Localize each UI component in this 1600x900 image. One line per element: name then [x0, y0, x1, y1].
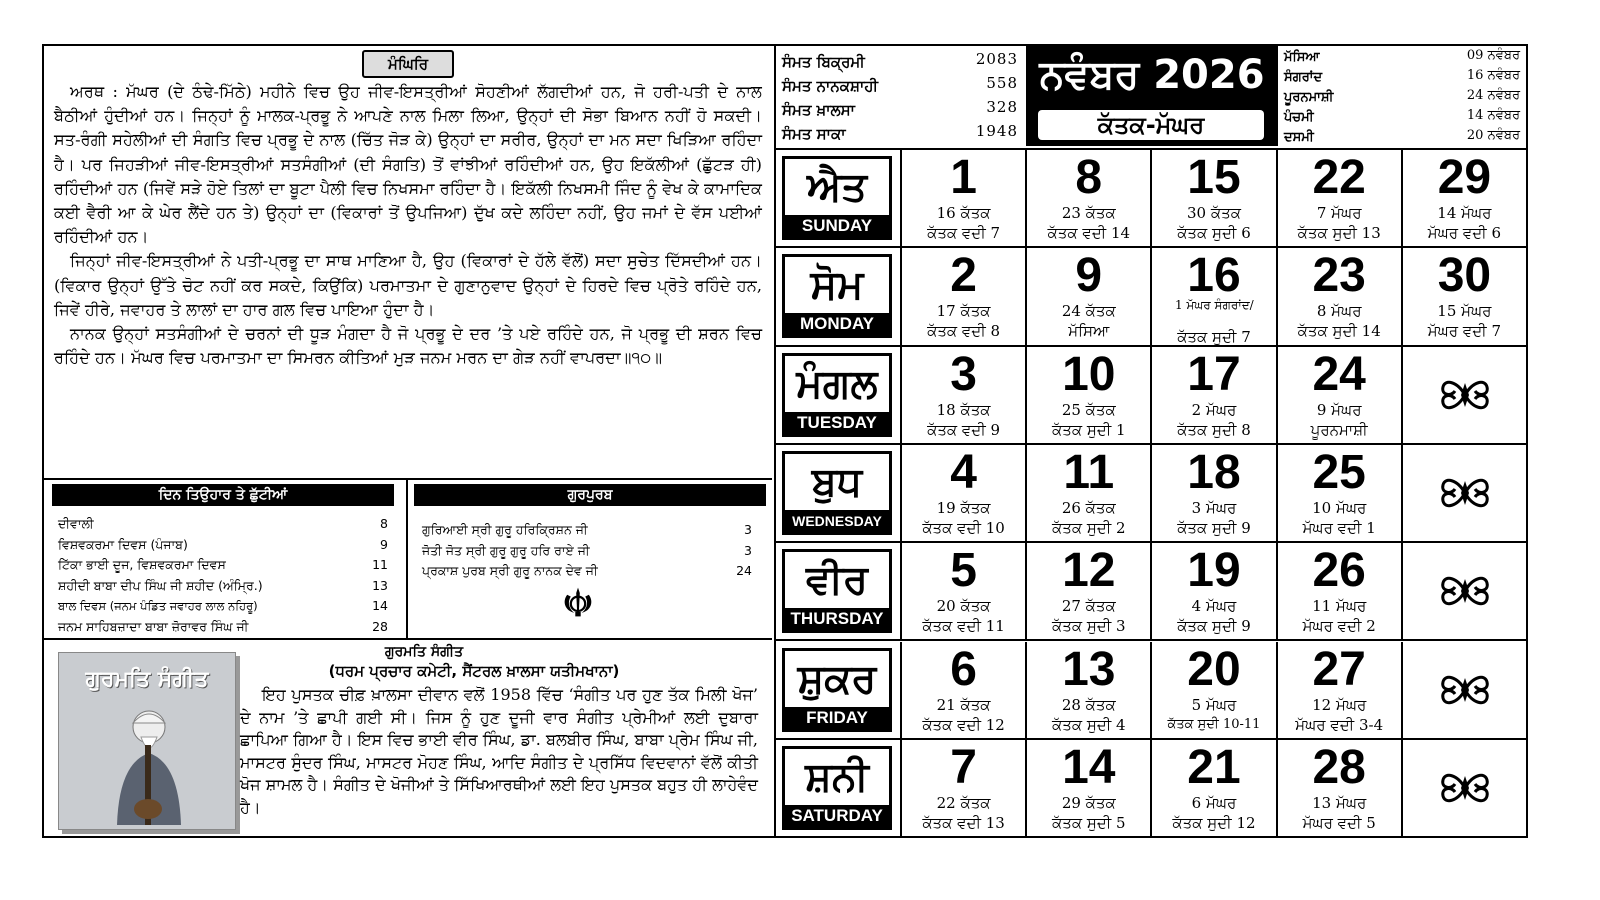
weekday-label-box	[782, 156, 892, 240]
samvat-value: 558	[986, 74, 1018, 92]
event-label: ਸੰਗਰਾਂਦ	[1284, 70, 1323, 85]
weekday-cell	[776, 150, 902, 248]
date-number: 23	[1312, 249, 1366, 303]
tithi: ਕੱਤਕ ਸੁਦੀ 3	[1051, 617, 1126, 636]
gurpurab-row	[422, 541, 762, 562]
month-name: ਨਵੰਬਰ 2026	[1039, 52, 1265, 98]
event-row	[1284, 108, 1520, 128]
date-cell	[1278, 150, 1403, 248]
desi-date: 4 ਮੱਘਰ	[1191, 597, 1237, 616]
weekday-punjabi: ਸ਼ੁਕਰ	[797, 655, 877, 702]
desi-date: 3 ਮੱਘਰ	[1191, 498, 1237, 517]
musician-illustration	[89, 701, 209, 825]
date-cell	[1027, 248, 1152, 346]
samvat-row	[782, 122, 1018, 146]
samvat-value: 328	[986, 98, 1018, 116]
samvat-label: ਸੰਮਤ ਬਿਕ੍ਰਮੀ	[782, 53, 865, 71]
festival-name: ਸ਼ਹੀਦੀ ਬਾਬਾ ਦੀਪ ਸਿੰਘ ਜੀ ਸ਼ਹੀਦ (ਅੰਮ੍ਰਿ.)	[58, 577, 263, 593]
samvat-label: ਸੰਮਤ ਸਾਕਾ	[782, 125, 846, 143]
event-date: 20 ਨਵੰਬਰ	[1466, 128, 1520, 143]
gurpurab-row	[422, 520, 762, 541]
desi-date: 25 ਕੱਤਕ	[1061, 400, 1116, 419]
tithi: ਕੱਤਕ ਸੁਦੀ 14	[1297, 322, 1381, 341]
date-number: 6	[950, 642, 977, 696]
empty-date-cell	[1403, 347, 1528, 445]
weekday-english: MONDAY	[785, 313, 889, 335]
weekday-english: SATURDAY	[785, 805, 889, 827]
date-cell	[1278, 347, 1403, 445]
hukamnama-paragraph: ਅਰਥ : ਮੱਘਰ (ਦੇ ਠੰਢੇ-ਮਿੱਠੇ) ਮਹੀਨੇ ਵਿਚ ਉਹ ਜੀਵ-ਇਸਤ੍ਰੀਆਂ ਸੋਹਣੀਆਂ ਲੱਗਦੀਆਂ ਹਨ, ਜੋ ਹਰੀ-ਪਤੀ ਦੇ ਨਾਲ ਬੈਠੀਆਂ ਹੁੰਦੀਆਂ ਹਨ। ਜਿਨ੍ਹਾਂ ਨੂੰ ਮਾਲਕ-ਪ੍ਰਭੂ ਨੇ ਆਪਣੇ ਨਾਲ ਮਿਲਾ ਲਿਆ, ਉਨ੍ਹਾਂ ਦੀ ਸੋਭਾ ਬਿਆਨ ਨਹੀਂ ਹੋ ਸਕਦੀ। ਸਤ-ਰੰਗੀ ਸਹੇਲੀਆਂ ਦੀ ਸੰਗਤਿ ਵਿਚ ਪ੍ਰਭੂ ਦੇ ਨਾਲ (ਚਿੱਤ ਜੋੜ ਕੇ) ਉਨ੍ਹਾਂ ਦਾ ਸਰੀਰ, ਉਨ੍ਹਾਂ ਦਾ ਮਨ ਸਦਾ ਖਿੜਿਆ ਰਹਿੰਦਾ ਹੈ। ਪਰ ਜਿਹੜੀਆਂ ਜੀਵ-ਇਸਤ੍ਰੀਆਂ ਸਤਸੰਗੀਆਂ (ਦੀ ਸੰਗਤਿ) ਤੋਂ ਵਾਂਝੀਆਂ ਰਹਿੰਦੀਆਂ ਹਨ, ਉਹ ਇਕੱਲੀਆਂ (ਛੁੱਟੜ ਹੀ) ਰਹਿੰਦੀਆਂ ਹਨ (ਜਿਵੇਂ ਸੜੇ ਹੋਏ ਤਿਲਾਂ ਦਾ ਬੂਟਾ ਪੈਲੀ ਵਿਚ ਨਿਖਸਮਾ ਰਹਿੰਦਾ ਹੈ। ਇਕੱਲੀ ਨਿਖਸਮੀ ਜਿੰਦ ਨੂੰ ਵੇਖ ਕੇ ਕਾਮਾਦਿਕ ਕਈ ਵੈਰੀ ਆ ਕੇ ਘੇਰ ਲੈਂਦੇ ਹਨ ਤੇ) ਉਨ੍ਹਾਂ ਦਾ (ਵਿਕਾਰਾਂ ਤੋਂ ਉਪਜਿਆ) ਦੁੱਖ ਕਦੇ ਲਹਿੰਦਾ ਨਹੀਂ, ਉਹ ਜਮਾਂ ਦੇ ਵੱਸ ਪਈਆਂ ਰਹਿੰਦੀਆਂ ਹਨ।	[54, 82, 762, 247]
weekday-cell	[776, 248, 902, 346]
date-number: 24	[1312, 347, 1366, 401]
date-number: 29	[1437, 151, 1492, 204]
desi-date: 23 ਕੱਤਕ	[1061, 204, 1116, 222]
date-cell	[1278, 248, 1403, 346]
date-number: 7	[950, 740, 977, 794]
hukamnama-text	[54, 80, 762, 370]
weekday-punjabi: ਸੋਮ	[810, 262, 864, 309]
samvat-label: ਸੰਮਤ ਨਾਨਕਸ਼ਾਹੀ	[782, 77, 878, 95]
desi-date: 16 ਕੱਤਕ	[936, 204, 991, 222]
event-date: 14 ਨਵੰਬਰ	[1466, 108, 1520, 123]
date-cell	[1027, 445, 1152, 543]
festival-date: 8	[380, 516, 388, 531]
date-number: 13	[1062, 642, 1116, 696]
festival-date: 13	[372, 577, 388, 593]
date-cell	[902, 740, 1027, 838]
desi-date: 6 ਮੱਘਰ	[1191, 793, 1237, 812]
festival-date: 14	[372, 598, 388, 613]
weekday-english: FRIDAY	[785, 707, 889, 729]
weekday-cell	[776, 642, 902, 740]
desi-date: 18 ਕੱਤਕ	[936, 400, 991, 419]
gurpurab-name: ਪ੍ਰਕਾਸ਼ ਪੁਰਬ ਸ੍ਰੀ ਗੁਰੂ ਨਾਨਕ ਦੇਵ ਜੀ	[422, 563, 598, 578]
tithi: ਕੱਤਕ ਵਦੀ 10	[922, 518, 1005, 537]
desi-date: 26 ਕੱਤਕ	[1061, 498, 1116, 517]
desi-month: ਕੱਤਕ-ਮੱਘਰ	[1038, 110, 1264, 140]
festival-date: 28	[372, 618, 388, 634]
festivals-list	[58, 514, 388, 637]
left-column	[44, 46, 776, 836]
date-cell	[1403, 150, 1528, 248]
tithi: ਕੱਤਕ ਵਦੀ 14	[1047, 224, 1131, 242]
month-header	[1028, 46, 1278, 146]
tithi: ਕੱਤਕ ਸੁਦੀ 10-11	[1167, 716, 1261, 732]
calendar-page	[42, 44, 1528, 838]
empty-date-cell	[1403, 642, 1528, 740]
desi-date: 19 ਕੱਤਕ	[936, 498, 991, 517]
date-cell	[902, 642, 1027, 740]
weekday-english: TUESDAY	[785, 412, 889, 434]
book-cover-title: ਗੁਰਮਤਿ ਸੰਗੀਤ	[85, 667, 209, 692]
samvat-value: 1948	[975, 122, 1018, 140]
event-label: ਮੱਸਿਆ	[1284, 50, 1320, 65]
book-panel	[44, 640, 772, 836]
weekday-label-box	[782, 451, 892, 535]
date-number: 11	[1063, 445, 1115, 499]
gurpurab-date: 3	[744, 542, 752, 558]
ornament-icon	[1437, 371, 1493, 419]
date-cell	[1152, 642, 1277, 740]
weekday-label-box	[782, 254, 892, 338]
book-subtitle: (ਧਰਮ ਪ੍ਰਚਾਰ ਕਮੇਟੀ, ਸੈਂਟਰਲ ਖ਼ਾਲਸਾ ਯਤੀਮਖਾਨਾ)	[328, 662, 620, 680]
event-row	[1284, 48, 1520, 68]
samvat-value: 2083	[975, 50, 1018, 68]
calendar-grid	[776, 148, 1528, 838]
gurpurab-date: 24	[736, 563, 752, 578]
event-row	[1284, 68, 1520, 88]
festival-row	[58, 555, 388, 576]
weekday-label-box	[782, 746, 892, 830]
date-cell	[1152, 543, 1277, 641]
tithi: ਮੱਘਰ ਵਦੀ 7	[1427, 322, 1502, 341]
date-number: 17	[1187, 347, 1241, 401]
tithi: ਕੱਤਕ ਸੁਦੀ 12	[1172, 813, 1256, 832]
festivals-title: ਦਿਨ ਤਿਉਹਾਰ ਤੇ ਛੁੱਟੀਆਂ	[52, 484, 394, 506]
book-description-text: ਇਹ ਪੁਸਤਕ ਚੀਫ਼ ਖ਼ਾਲਸਾ ਦੀਵਾਨ ਵਲੋਂ 1958 ਵਿੱਚ ‘ਸੰਗੀਤ ਪਰ ਹੁਣ ਤੱਕ ਮਿਲੀ ਖੋਜ’ ਦੇ ਨਾਮ ’ਤੇ ਛਾਪੀ ਗਈ ਸੀ। ਜਿਸ ਨੂੰ ਹੁਣ ਦੂਜੀ ਵਾਰ ਸੰਗੀਤ ਪ੍ਰੇਮੀਆਂ ਲਈ ਦੁਬਾਰਾ ਛਾਪਿਆ ਗਿਆ ਹੈ। ਇਸ ਵਿਚ ਭਾਈ ਵੀਰ ਸਿੰਘ, ਡਾ. ਬਲਬੀਰ ਸਿੰਘ, ਬਾਬਾ ਪ੍ਰੇਮ ਸਿੰਘ ਜੀ, ਮਾਸਟਰ ਸੁੰਦਰ ਸਿੰਘ, ਮਾਸਟਰ ਮੋਹਣ ਸਿੰਘ, ਆਦਿ ਸੰਗੀਤ ਦੇ ਪ੍ਰਸਿੱਧ ਵਿਦਵਾਨਾਂ ਵੱਲੋਂ ਕੀਤੀ ਖੋਜ ਸ਼ਾਮਲ ਹੈ। ਸੰਗੀਤ ਦੇ ਖੋਜੀਆਂ ਤੇ ਸਿੱਖਿਆਰਥੀਆਂ ਲਈ ਇਹ ਪੁਸਤਕ ਬਹੁਤ ਹੀ ਲਾਹੇਵੰਦ ਹੈ।	[240, 685, 758, 817]
gurpurab-date: 3	[744, 522, 752, 537]
event-label: ਦਸਮੀ	[1284, 130, 1314, 145]
tithi: ਕੱਤਕ ਸੁਦੀ 1	[1051, 420, 1126, 439]
ornament-icon	[1437, 764, 1493, 812]
date-cell	[1403, 248, 1528, 346]
date-number: 1	[950, 151, 977, 204]
date-number: 26	[1312, 544, 1366, 598]
desi-date: 15 ਮੱਘਰ	[1437, 302, 1492, 321]
weekday-punjabi: ਬੁਧ	[811, 458, 863, 505]
date-cell	[1278, 642, 1403, 740]
tithi: ਮੱਘਰ ਵਦੀ 2	[1302, 617, 1376, 636]
date-cell	[1152, 347, 1277, 445]
hukamnama-panel	[44, 46, 772, 480]
date-number: 28	[1312, 740, 1366, 794]
festival-row	[58, 514, 388, 535]
date-cell	[1027, 642, 1152, 740]
event-date: 24 ਨਵੰਬਰ	[1466, 88, 1520, 103]
date-cell	[1278, 543, 1403, 641]
book-cover-image	[58, 652, 236, 830]
date-number: 25	[1312, 445, 1366, 499]
weekday-cell	[776, 543, 902, 641]
weekday-english: WEDNESDAY	[785, 510, 889, 532]
date-number: 22	[1312, 151, 1366, 204]
desi-date: 30 ਕੱਤਕ	[1187, 204, 1241, 222]
tithi: ਕੱਤਕ ਵਦੀ 9	[927, 420, 1001, 439]
festival-name: ਬਾਲ ਦਿਵਸ (ਜਨਮ ਪੰਡਿਤ ਜਵਾਹਰ ਲਾਲ ਨਹਿਰੂ)	[58, 599, 258, 613]
hukamnama-paragraph: ਨਾਨਕ ਉਨ੍ਹਾਂ ਸਤਸੰਗੀਆਂ ਦੇ ਚਰਨਾਂ ਦੀ ਧੂੜ ਮੰਗਦਾ ਹੈ ਜੋ ਪ੍ਰਭੂ ਦੇ ਦਰ ’ਤੇ ਪਏ ਰਹਿੰਦੇ ਹਨ, ਜੋ ਪ੍ਰਭੂ ਦੀ ਸ਼ਰਨ ਵਿਚ ਰਹਿੰਦੇ ਹਨ। ਮੱਘਰ ਵਿਚ ਪਰਮਾਤਮਾ ਦਾ ਸਿਮਰਨ ਕੀਤਿਆਂ ਮੁੜ ਜਨਮ ਮਰਨ ਦਾ ਗੇੜ ਨਹੀਂ ਵਾਪਰਦਾ॥੧੦॥	[54, 324, 762, 368]
festival-row	[58, 596, 388, 617]
gurpurab-row	[422, 561, 762, 582]
empty-date-cell	[1403, 445, 1528, 543]
date-number: 14	[1062, 740, 1116, 794]
tithi: ਮੱਸਿਆ	[1068, 322, 1110, 341]
weekday-punjabi: ਵੀਰ	[806, 557, 868, 604]
tithi: ਪੂਰਨਮਾਸ਼ੀ	[1310, 420, 1368, 439]
date-number: 18	[1187, 445, 1241, 499]
empty-date-cell	[1403, 740, 1528, 838]
book-description	[240, 684, 758, 819]
desi-date: 22 ਕੱਤਕ	[936, 793, 991, 812]
date-cell	[902, 150, 1027, 248]
weekday-punjabi: ਮੰਗਲ	[796, 360, 878, 407]
event-date: 16 ਨਵੰਬਰ	[1466, 68, 1520, 83]
ornament-icon	[1437, 469, 1493, 517]
gurpurab-list	[422, 520, 762, 582]
weekday-cell	[776, 347, 902, 445]
events-panel	[1278, 46, 1528, 146]
date-number: 21	[1187, 740, 1241, 794]
samvat-row	[782, 74, 1018, 98]
date-cell	[1152, 445, 1277, 543]
festival-row	[58, 617, 388, 638]
desi-date: 14 ਮੱਘਰ	[1437, 204, 1492, 222]
date-cell	[1027, 543, 1152, 641]
date-number: 19	[1187, 544, 1241, 598]
date-cell	[902, 445, 1027, 543]
weekday-label-box	[782, 648, 892, 732]
date-cell	[1027, 740, 1152, 838]
date-number: 9	[1075, 249, 1103, 303]
date-number: 8	[1075, 151, 1103, 204]
festival-row	[58, 576, 388, 597]
tithi: ਕੱਤਕ ਵਦੀ 12	[922, 715, 1005, 734]
date-number: 20	[1187, 642, 1241, 696]
festival-name: ਦੀਵਾਲੀ	[58, 516, 94, 531]
tithi: ਕੱਤਕ ਵਦੀ 7	[927, 224, 1001, 242]
event-label: ਪੂਰਨਮਾਸ਼ੀ	[1284, 90, 1334, 105]
weekday-punjabi: ਐਤ	[807, 164, 867, 210]
gurpurab-title: ਗੁਰਪੁਰਬ	[414, 484, 766, 506]
khanda-icon	[560, 584, 596, 620]
weekday-label-box	[782, 549, 892, 633]
tithi: ਕੱਤਕ ਸੁਦੀ 9	[1177, 617, 1251, 636]
gurpurab-name: ਜੋਤੀ ਜੋਤ ਸ੍ਰੀ ਗੁਰੂ ਗੁਰੂ ਹਰਿ ਰਾਏ ਜੀ	[422, 542, 590, 558]
festival-date: 9	[380, 536, 388, 552]
date-number: 12	[1062, 544, 1116, 598]
tithi: ਕੱਤਕ ਸੁਦੀ 6	[1177, 224, 1251, 242]
date-cell	[902, 543, 1027, 641]
desi-date: 27 ਕੱਤਕ	[1061, 597, 1116, 616]
tithi: ਕੱਤਕ ਸੁਦੀ 4	[1051, 715, 1126, 734]
tithi: ਕੱਤਕ ਸੁਦੀ 8	[1177, 420, 1251, 439]
calendar	[776, 46, 1528, 836]
date-number: 16	[1187, 249, 1241, 303]
desi-date: 12 ਮੱਘਰ	[1312, 695, 1367, 714]
festival-name: ਟਿੱਕਾ ਭਾਈ ਦੂਜ, ਵਿਸ਼ਵਕਰਮਾ ਦਿਵਸ	[58, 557, 226, 572]
tithi: ਕੱਤਕ ਵਦੀ 13	[922, 813, 1005, 832]
tithi: ਕੱਤਕ ਵਦੀ 11	[922, 617, 1005, 636]
date-number: 3	[950, 347, 977, 401]
desi-date: 1 ਮੱਘਰ ਸੰਗਰਾਂਦ/	[1175, 298, 1254, 313]
desi-date: 17 ਕੱਤਕ	[936, 302, 991, 321]
desi-date: 21 ਕੱਤਕ	[936, 695, 991, 714]
date-number: 4	[950, 445, 977, 499]
date-number: 2	[950, 249, 977, 303]
desi-date: 29 ਕੱਤਕ	[1061, 793, 1116, 812]
desi-date: 2 ਮੱਘਰ	[1191, 400, 1237, 419]
tithi: ਕੱਤਕ ਵਦੀ 8	[927, 322, 1001, 341]
tithi: ਕੱਤਕ ਸੁਦੀ 5	[1051, 813, 1126, 832]
date-cell	[1027, 150, 1152, 248]
samvat-row	[782, 98, 1018, 122]
tithi: ਕੱਤਕ ਸੁਦੀ 13	[1297, 224, 1381, 242]
desi-date: 9 ਮੱਘਰ	[1316, 400, 1362, 419]
event-row	[1284, 128, 1520, 148]
samvat-row	[782, 50, 1018, 74]
date-cell	[1278, 445, 1403, 543]
empty-date-cell	[1403, 543, 1528, 641]
hukamnama-title: ਮੰਘਿਰਿ	[362, 50, 454, 78]
gurpurab-name: ਗੁਰਿਆਈ ਸ੍ਰੀ ਗੁਰੂ ਹਰਿਕ੍ਰਿਸ਼ਨ ਜੀ	[422, 522, 588, 537]
festival-date: 11	[372, 557, 388, 572]
desi-date: 8 ਮੱਘਰ	[1316, 302, 1362, 321]
event-date: 09 ਨਵੰਬਰ	[1466, 48, 1520, 63]
date-number: 10	[1062, 347, 1116, 401]
date-cell	[902, 248, 1027, 346]
date-cell	[1152, 150, 1277, 248]
weekday-cell	[776, 740, 902, 838]
tithi: ਕੱਤਕ ਸੁਦੀ 2	[1051, 518, 1126, 537]
tithi: ਕੱਤਕ ਸੁਦੀ 9	[1177, 518, 1251, 537]
tithi: ਮੱਘਰ ਵਦੀ 3-4	[1295, 715, 1384, 734]
festivals-panel	[44, 480, 408, 640]
date-number: 30	[1437, 249, 1492, 303]
event-label: ਪੰਚਮੀ	[1284, 110, 1314, 125]
tithi: ਮੱਘਰ ਵਦੀ 1	[1302, 518, 1376, 537]
tithi: ਮੱਘਰ ਵਦੀ 5	[1302, 813, 1376, 832]
hukamnama-paragraph: ਜਿਨ੍ਹਾਂ ਜੀਵ-ਇਸਤ੍ਰੀਆਂ ਨੇ ਪਤੀ-ਪ੍ਰਭੂ ਦਾ ਸਾਥ ਮਾਣਿਆ ਹੈ, ਉਹ (ਵਿਕਾਰਾਂ ਦੇ ਹੱਲੇ ਵੱਲੋਂ) ਸਦਾ ਸੁਚੇਤ ਦਿੱਸਦੀਆਂ ਹਨ। (ਵਿਕਾਰ ਉਨ੍ਹਾਂ ਉੱਤੇ ਚੋਟ ਨਹੀਂ ਕਰ ਸਕਦੇ, ਕਿਉਂਕਿ) ਪਰਮਾਤਮਾ ਦੇ ਗੁਣਾਨੁਵਾਦ ਉਨ੍ਹਾਂ ਦੇ ਹਿਰਦੇ ਵਿਚ ਪ੍ਰੋਤੇ ਰਹਿੰਦੇ ਹਨ, ਜਿਵੇਂ ਹੀਰੇ, ਜਵਾਹਰ ਤੇ ਲਾਲਾਂ ਦਾ ਹਾਰ ਗਲ ਵਿਚ ਪਾਇਆ ਹੁੰਦਾ ਹੈ।	[54, 251, 762, 319]
weekday-punjabi: ਸ਼ਨੀ	[805, 753, 869, 800]
desi-date: 24 ਕੱਤਕ	[1061, 302, 1116, 321]
weekday-english: THURSDAY	[785, 608, 889, 630]
tithi: ਕੱਤਕ ਸੁਦੀ 7	[1177, 328, 1251, 347]
desi-date: 5 ਮੱਘਰ	[1191, 695, 1237, 714]
desi-date: 10 ਮੱਘਰ	[1312, 498, 1367, 517]
desi-date: 28 ਕੱਤਕ	[1061, 695, 1116, 714]
book-title: ਗੁਰਮਤਿ ਸੰਗੀਤ	[384, 644, 464, 660]
weekday-cell	[776, 445, 902, 543]
tithi: ਮੱਘਰ ਵਦੀ 6	[1427, 224, 1502, 242]
date-cell	[1278, 740, 1403, 838]
ornament-icon	[1437, 567, 1493, 615]
gurpurab-panel	[408, 480, 772, 640]
festival-row	[58, 535, 388, 556]
date-cell	[1152, 740, 1277, 838]
festival-name: ਜਨਮ ਸਾਹਿਬਜ਼ਾਦਾ ਬਾਬਾ ਜ਼ੋਰਾਵਰ ਸਿੰਘ ਜੀ	[58, 618, 249, 634]
samvat-panel	[776, 46, 1028, 146]
event-row	[1284, 88, 1520, 108]
desi-date: 20 ਕੱਤਕ	[936, 597, 991, 616]
weekday-label-box	[782, 353, 892, 437]
ornament-icon	[1437, 666, 1493, 714]
date-cell	[1027, 347, 1152, 445]
date-number: 27	[1312, 642, 1366, 696]
samvat-label: ਸੰਮਤ ਖ਼ਾਲਸਾ	[782, 101, 855, 119]
desi-date: 13 ਮੱਘਰ	[1312, 793, 1367, 812]
festival-name: ਵਿਸ਼ਵਕਰਮਾ ਦਿਵਸ (ਪੰਜਾਬ)	[58, 536, 188, 552]
date-number: 15	[1187, 151, 1241, 204]
desi-date: 7 ਮੱਘਰ	[1316, 204, 1362, 222]
date-number: 5	[950, 544, 977, 598]
weekday-english: SUNDAY	[785, 215, 889, 237]
desi-date: 11 ਮੱਘਰ	[1312, 597, 1367, 616]
date-cell	[902, 347, 1027, 445]
date-cell	[1152, 248, 1277, 346]
